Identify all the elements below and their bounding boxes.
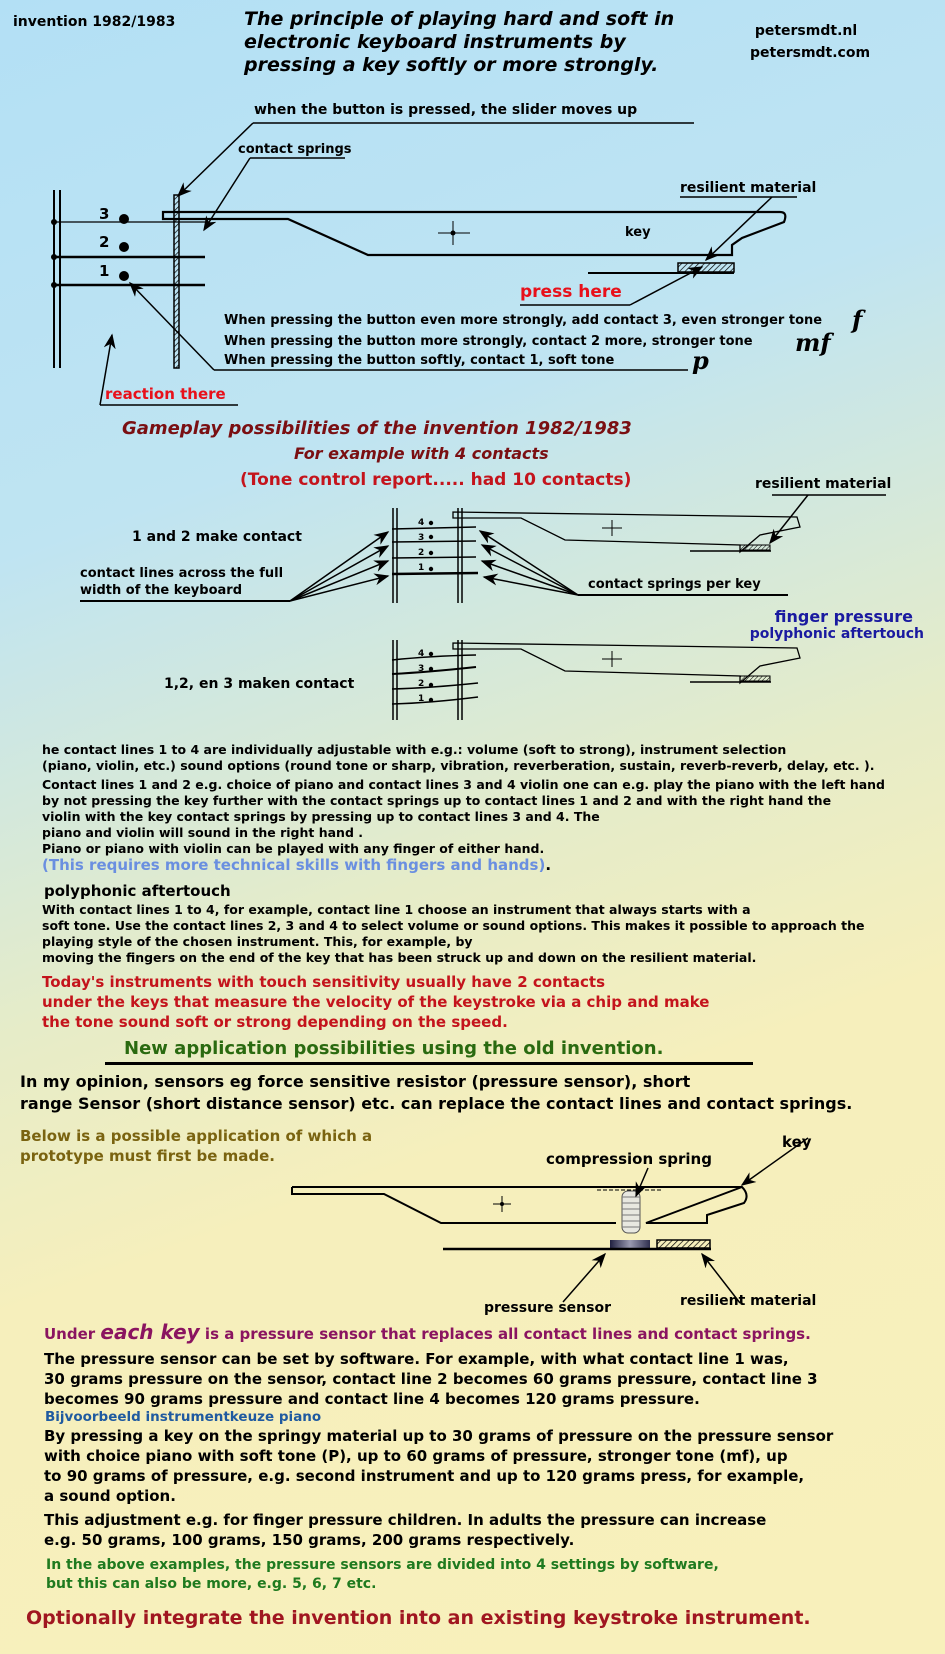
- key-label: key: [625, 225, 651, 240]
- paragraph-line: violin with the key contact springs by pressing up to contact lines 3 and 4. The: [42, 809, 600, 824]
- contact-number: 4: [418, 649, 425, 659]
- contact-springs-label: contact springs: [238, 142, 352, 157]
- make-contact-label-2: 1,2, en 3 maken contact: [164, 676, 355, 692]
- pivot-icon: [500, 1202, 504, 1206]
- skills-note-period: .: [545, 856, 552, 874]
- paragraph-line: with choice piano with soft tone (P), up to 60 grams of pressure, stronger tone (mf), up: [44, 1447, 788, 1465]
- paragraph-line: range Sensor (short distance sensor) etc. can replace the contact lines and contact springs.: [20, 1094, 853, 1113]
- each-key-emphasis: each key: [100, 1320, 200, 1344]
- paragraph-line: by not pressing the key further with the contact springs up to contact lines 1 and 2 and with the right hand the: [42, 793, 832, 808]
- contact-number-1: 1: [99, 262, 110, 280]
- paragraph-line: e.g. 50 grams, 100 grams, 150 grams, 200 grams respectively.: [44, 1531, 575, 1549]
- paragraph-line: piano and violin will sound in the right hand .: [42, 825, 364, 840]
- under-key-prefix: Under: [44, 1325, 101, 1343]
- gameplay-subtitle: For example with 4 contacts: [294, 444, 549, 463]
- dynamic-p: p: [692, 346, 709, 375]
- paragraph-line: prototype must first be made.: [20, 1147, 275, 1165]
- contact-number: 2: [418, 548, 425, 558]
- tone-control-note: (Tone control report..... had 10 contacts): [240, 470, 632, 490]
- key-label-2: key: [782, 1133, 812, 1151]
- software-paragraph: [44, 1349, 924, 1409]
- paragraph-line: By pressing a key on the springy material up to 30 grams of pressure on the pressure sensor: [44, 1427, 834, 1445]
- paragraph-line: the tone sound soft or strong depending on the speed.: [42, 1013, 508, 1031]
- paragraph-line: This adjustment e.g. for finger pressure children. In adults the pressure can increase: [44, 1511, 767, 1529]
- springs-per-key-label: contact springs per key: [588, 577, 761, 592]
- finger-pressure-label: finger pressure: [774, 607, 913, 626]
- paragraph-line: under the keys that measure the velocity of the keystroke via a chip and make: [42, 993, 710, 1011]
- paragraph-line: he contact lines 1 to 4 are individually adjustable with e.g.: volume (soft to strong), instrument selection: [42, 742, 787, 757]
- title-line: pressing a key softly or more strongly.: [244, 54, 659, 76]
- paragraph-line: In my opinion, sensors eg force sensitive resistor (pressure sensor), short: [20, 1072, 691, 1091]
- step-text: When pressing the button even more strongly, add contact 3, even stronger tone: [224, 313, 823, 328]
- contact-number: 1: [418, 694, 425, 704]
- paragraph-line: 30 grams pressure on the sensor, contact line 2 becomes 60 grams pressure, contact line 3: [44, 1370, 818, 1388]
- new-application-title: New application possibilities using the old invention.: [124, 1038, 664, 1059]
- contact-lines-label-line: width of the keyboard: [80, 583, 243, 598]
- under-each-key-statement: [44, 1320, 811, 1344]
- contact-lines-label-line: contact lines across the full: [80, 566, 284, 581]
- example-paragraph: [44, 1426, 924, 1506]
- slider-moves-label: when the button is pressed, the slider moves up: [254, 102, 638, 118]
- press-here-label: press here: [520, 282, 622, 302]
- paragraph-line: playing style of the chosen instrument. This, for example, by: [42, 934, 473, 949]
- example-heading: Bijvoorbeeld instrumentkeuze piano: [45, 1409, 322, 1425]
- contact-number: 2: [418, 679, 425, 689]
- dynamic-mf: mf: [795, 328, 831, 357]
- paragraph-line: a sound option.: [44, 1487, 176, 1505]
- resilient-material-label-2: resilient material: [755, 476, 892, 492]
- compression-spring-label: compression spring: [546, 1150, 712, 1168]
- paragraph-line: Piano or piano with violin can be played with any finger of either hand.: [42, 841, 545, 856]
- invention-year-label: invention 1982/1983: [13, 14, 176, 30]
- resilient-material-label-3: resilient material: [680, 1293, 817, 1309]
- under-key-suffix: is a pressure sensor that replaces all contact lines and contact springs.: [199, 1325, 811, 1343]
- settings-paragraph: [46, 1556, 926, 1594]
- site-link-nl[interactable]: petersmdt.nl: [754, 23, 858, 39]
- paragraph-line: Below is a possible application of which a: [20, 1127, 373, 1145]
- resilient-block-2: [657, 1240, 710, 1248]
- make-contact-label-1: 1 and 2 make contact: [132, 529, 302, 545]
- compression-spring: [622, 1191, 640, 1233]
- paragraph-line: but this can also be more, e.g. 5, 6, 7 etc.: [46, 1576, 377, 1592]
- contact-number: 4: [418, 518, 425, 528]
- adjustment-paragraph: [44, 1510, 924, 1550]
- step-text: When pressing the button more strongly, contact 2 more, stronger tone: [224, 334, 753, 349]
- pressure-sensor-block: [610, 1240, 650, 1248]
- paragraph-line: becomes 90 grams pressure and contact line 4 becomes 120 grams pressure.: [44, 1390, 700, 1408]
- skills-note-text: (This requires more technical skills with fingers and hands): [42, 856, 546, 874]
- resilient-material-label: resilient material: [680, 180, 817, 196]
- title-line: The principle of playing hard and soft in: [244, 8, 675, 30]
- reaction-there-label: reaction there: [105, 385, 226, 403]
- dynamic-f: f: [852, 305, 863, 334]
- paragraph-line: Contact lines 1 and 2 e.g. choice of piano and contact lines 3 and 4 violin one can e.g. play the piano with the left hand: [42, 777, 885, 792]
- paragraph-line: With contact lines 1 to 4, for example, contact line 1 choose an instrument that always starts with a: [42, 902, 751, 917]
- polyphonic-aftertouch-label: polyphonic aftertouch: [749, 626, 924, 642]
- title-line: electronic keyboard instruments by: [244, 31, 626, 53]
- paragraph-line: In the above examples, the pressure sensors are divided into 4 settings by software,: [46, 1557, 719, 1573]
- paragraph-line: moving the fingers on the end of the key that has been struck up and down on the resilient material.: [42, 950, 757, 965]
- gameplay-title: Gameplay possibilities of the invention 1982/1983: [122, 418, 632, 439]
- key-outline-2: [292, 1187, 747, 1223]
- contact-number-3: 3: [99, 205, 110, 223]
- aftertouch-heading: polyphonic aftertouch: [44, 882, 231, 900]
- footer-statement: Optionally integrate the invention into an existing keystroke instrument.: [26, 1607, 811, 1629]
- contact-number-2: 2: [99, 233, 110, 251]
- contact-number: 3: [418, 533, 425, 543]
- paragraph-line: to 90 grams of pressure, e.g. second instrument and up to 120 grams press, for example,: [44, 1467, 805, 1485]
- paragraph-line: (piano, violin, etc.) sound options (round tone or sharp, vibration, reverberation, sustain, reverb-reverb, delay, etc. ).: [42, 758, 875, 773]
- step-text: When pressing the button softly, contact 1, soft tone: [224, 353, 615, 368]
- pressure-sensor-label: pressure sensor: [484, 1300, 611, 1316]
- paragraph-line: The pressure sensor can be set by software. For example, with what contact line 1 was,: [44, 1350, 789, 1368]
- contact-number: 1: [418, 563, 425, 573]
- site-link-com[interactable]: petersmdt.com: [750, 45, 871, 61]
- paragraph-line: soft tone. Use the contact lines 2, 3 and 4 to select volume or sound options. This makes it possible to approach the: [42, 918, 865, 933]
- paragraph-line: Today's instruments with touch sensitivity usually have 2 contacts: [42, 973, 606, 991]
- contact-number: 3: [418, 664, 425, 674]
